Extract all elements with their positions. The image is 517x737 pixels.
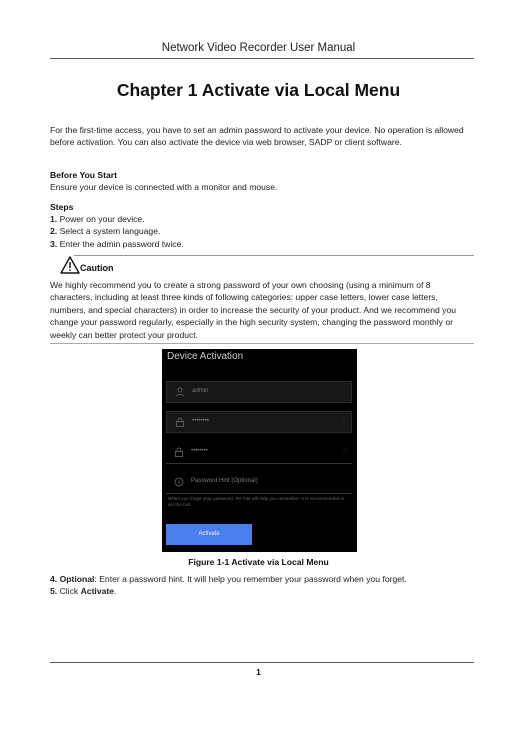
intro-paragraph: For the first-time access, you have to set an admin password to activate your device. No operation is allowed before activation. You can also activate the device via web browser, SADP or client software.: [50, 125, 464, 148]
step-item: 5. Click Activate.: [50, 586, 117, 597]
user-icon: [175, 387, 185, 397]
username-value: admin: [192, 388, 209, 394]
page-header-title: Network Video Recorder User Manual: [161, 42, 356, 54]
lock-icon: [175, 417, 185, 427]
step-item: 4. Optional: Enter a password hint. It will help you remember your password when you forget.: [50, 574, 407, 584]
step-item: 1. Power on your device.: [50, 214, 145, 224]
chapter-title: Chapter 1 Activate via Local Menu: [116, 80, 401, 100]
step-item: 2. Select a system language.: [50, 226, 161, 237]
password-value: ••••••••: [192, 418, 209, 424]
caution-rule-bottom: [50, 343, 474, 344]
lock-icon: [174, 447, 184, 457]
info-icon: [174, 477, 184, 487]
step-item: 3. Enter the admin password twice.: [50, 238, 184, 249]
post-steps-list: [50, 573, 474, 598]
page-number: 1: [256, 667, 261, 677]
steps-list: [50, 213, 474, 250]
device-activation-title: Device Activation: [167, 351, 244, 362]
username-field[interactable]: [166, 381, 352, 403]
steps-heading: Steps: [50, 202, 74, 212]
caution-label: Caution: [80, 263, 114, 273]
hint-note: When you forget your password, the hint will help you remember. It is recommended to set the hint.: [168, 496, 345, 507]
show-password-icon[interactable]: ◌: [341, 418, 346, 425]
footer-rule: [50, 662, 474, 663]
before-you-start-body: Ensure your device is connected with a monitor and mouse.: [50, 182, 278, 192]
activate-button[interactable]: Activate: [166, 524, 252, 545]
show-password-icon[interactable]: ◌: [342, 448, 347, 455]
password-hint-placeholder: Password Hint (Optional): [191, 478, 258, 484]
password-hint-field[interactable]: [166, 472, 352, 494]
confirm-password-field[interactable]: [166, 442, 352, 464]
confirm-password-value: ••••••••: [191, 448, 208, 454]
device-activation-screenshot: [162, 349, 357, 552]
before-you-start-heading: Before You Start: [50, 170, 118, 180]
caution-body: We highly recommend you to create a strong password of your own choosing (using a minimum of 8 characters, including at least three kinds of following categories: upper case letters, lower case letters, numbers, and special characters) in order to increase the security of your product. And we recommend you change your password regularly, especially in the high security system, changing the password monthly or weekly can better protect your product.: [50, 280, 457, 340]
password-field[interactable]: [166, 411, 352, 433]
header-rule: [50, 58, 474, 59]
warning-icon: [60, 256, 80, 274]
caution-rule-top: [74, 255, 474, 256]
figure-caption: Figure 1-1 Activate via Local Menu: [188, 557, 329, 567]
